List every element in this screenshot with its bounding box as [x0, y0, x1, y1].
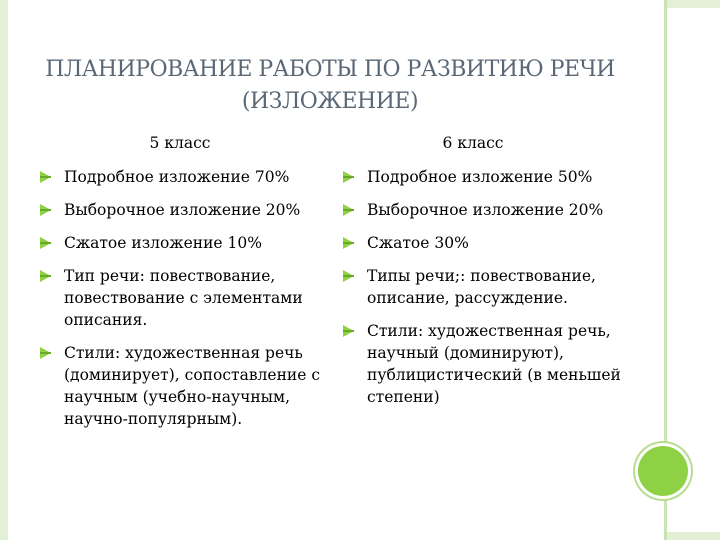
list-item-text: Стили: художественная речь, научный (доминируют), публицистический (в меньшей степени): [367, 322, 621, 406]
left-bullet-list: [40, 166, 330, 430]
bullet-arrow-icon: [343, 204, 354, 216]
list-item-text: Выборочное изложение 20%: [64, 201, 301, 219]
list-item-text: Сжатое изложение 10%: [64, 234, 262, 252]
bullet-arrow-icon: [40, 204, 51, 216]
right-column: [343, 132, 628, 419]
list-item-text: Стили: художественная речь (доминирует), сопоставление с научным (учебно-научным, научно-популярным).: [64, 344, 321, 428]
bullet-arrow-icon: [40, 347, 51, 359]
bottom-right-frame-bar: [667, 532, 720, 540]
list-item-text: Сжатое 30%: [367, 234, 469, 252]
list-item-text: Типы речи;: повествование, описание, рассуждение.: [367, 267, 596, 307]
list-item: [343, 166, 628, 188]
bullet-arrow-icon: [343, 237, 354, 249]
decorative-circle: [638, 446, 688, 496]
right-column-header: 6 класс: [442, 134, 504, 152]
left-column-header: 5 класс: [149, 134, 211, 152]
list-item-text: Подробное изложение 50%: [367, 168, 593, 186]
top-right-frame-bar: [667, 0, 720, 8]
slide-title: ПЛАНИРОВАНИЕ РАБОТЫ ПО РАЗВИТИЮ РЕЧИ (ИЗЛОЖЕНИЕ): [45, 57, 615, 114]
list-item: [40, 199, 330, 221]
right-bullet-list: [343, 166, 628, 408]
left-column: [40, 132, 330, 441]
left-frame-bar: [0, 0, 8, 540]
bullet-arrow-icon: [343, 325, 354, 337]
bullet-arrow-icon: [40, 270, 51, 282]
list-item: [343, 320, 628, 408]
list-item: [343, 199, 628, 221]
list-item-text: Подробное изложение 70%: [64, 168, 290, 186]
list-item: [343, 265, 628, 309]
bullet-arrow-icon: [343, 171, 354, 183]
bullet-arrow-icon: [40, 171, 51, 183]
list-item: [40, 166, 330, 188]
list-item: [40, 265, 330, 331]
list-item: [40, 342, 330, 430]
list-item: [343, 232, 628, 254]
bullet-arrow-icon: [40, 237, 51, 249]
bullet-arrow-icon: [343, 270, 354, 282]
list-item-text: Выборочное изложение 20%: [367, 201, 604, 219]
list-item-text: Тип речи: повествование, повествование с элементами описания.: [64, 267, 303, 329]
list-item: [40, 232, 330, 254]
